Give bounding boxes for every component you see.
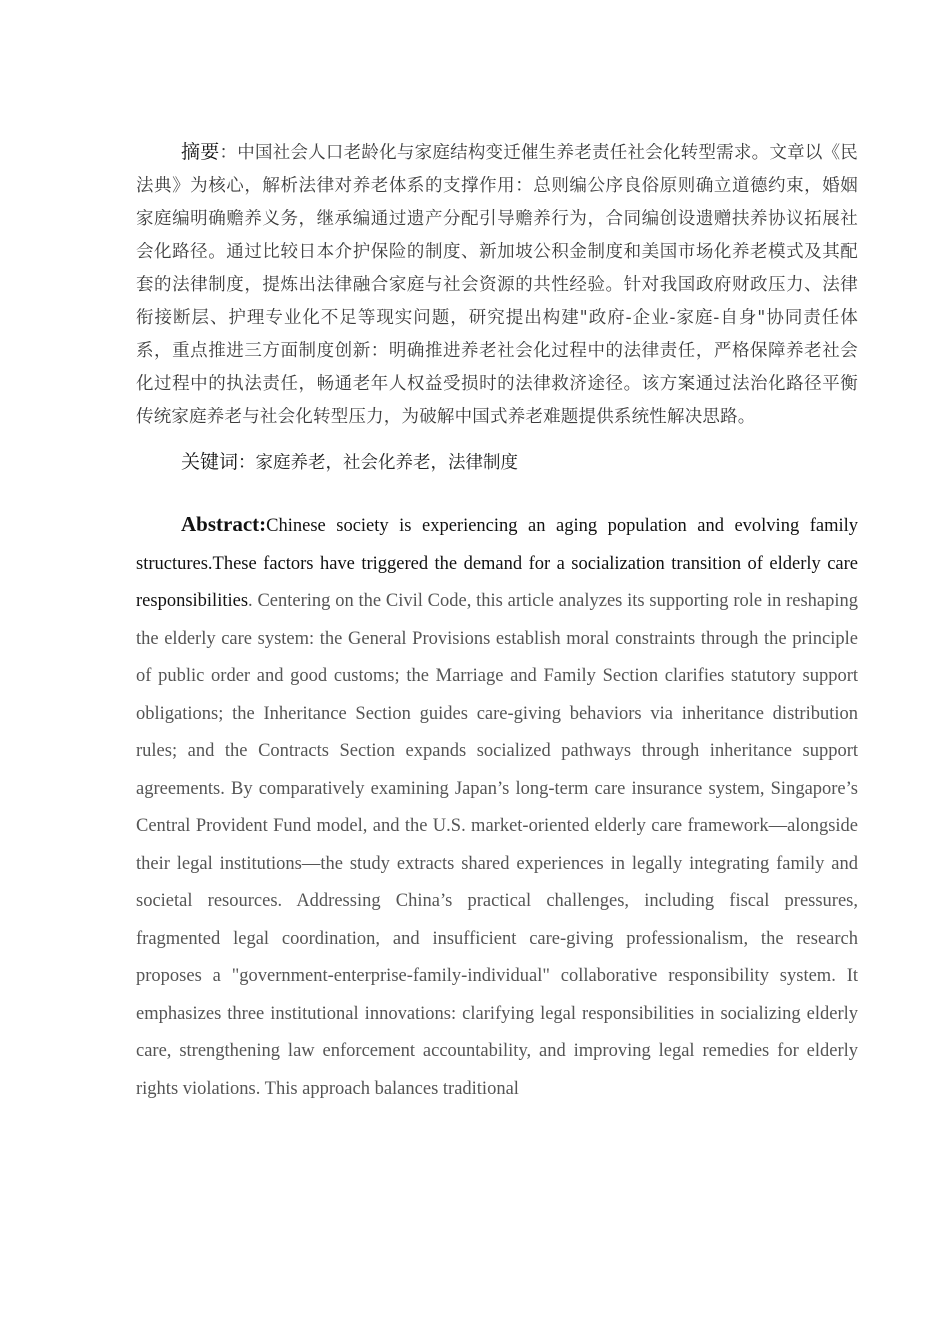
- english-abstract-opening-text: Chinese society is experiencing an aging population and evolving family structures.These factors have triggered the demand for a socialization transition of elderly care responsibilities: [136, 516, 858, 611]
- chinese-keywords-text: 家庭养老，社会化养老，法律制度: [255, 453, 519, 473]
- english-abstract-label: Abstract:: [181, 512, 267, 536]
- english-abstract-paragraph: [136, 506, 858, 1108]
- chinese-keywords-colon: ：: [238, 453, 256, 473]
- document-page: [136, 136, 858, 1108]
- chinese-abstract-label: 摘要: [181, 141, 220, 163]
- chinese-abstract-text: 中国社会人口老龄化与家庭结构变迁催生养老责任社会化转型需求。文章以《民法典》为核心，解析法律对养老体系的支撑作用：总则编公序良俗原则确立道德约束，婚姻家庭编明确赡养义务，继承编通过遗产分配引导赡养行为，合同编创设遗赠扶养协议拓展社会化路径。通过比较日本介护保险的制度、新加坡公积金制度和美国市场化养老模式及其配套的法律制度，提炼出法律融合家庭与社会资源的共性经验。针对我国政府财政压力、法律衔接断层、护理专业化不足等现实问题，研究提出构建"政府-企业-家庭-自身"协同责任体系，重点推进三方面制度创新：明确推进养老社会化过程中的法律责任，严格保障养老社会化过程中的执法责任，畅通老年人权益受损时的法律救济途径。该方案通过法治化路径平衡传统家庭养老与社会化转型压力，为破解中国式养老难题提供系统性解决思路。: [136, 143, 859, 427]
- chinese-abstract-colon: ：: [219, 143, 238, 163]
- chinese-abstract-paragraph: [136, 136, 858, 434]
- chinese-keywords-paragraph: [136, 446, 858, 480]
- chinese-keywords-label: 关键词: [181, 451, 239, 473]
- english-abstract-body-text: . Centering on the Civil Code, this article analyzes its supporting role in reshaping the elderly care system: the General Provisions establish moral constraints through the principle of public order and good customs; the Marriage and Family Section clarifies statutory support obligations; the Inheritance Section guides care-giving behaviors via inheritance distribution rules; and the Contracts Section expands socialized pathways through inheritance support agreements. By comparatively examining Japan’s long-term care insurance system, Singapore’s Central Provident Fund model, and the U.S. market-oriented elderly care framework—alongside their legal institutions—the study extracts shared experiences in legally integrating family and societal resources. Addressing China’s practical challenges, including fiscal pressures, fragmented legal coordination, and insufficient care-giving professionalism, the research proposes a "government-enterprise-family-individual" collaborative responsibility system. It emphasizes three institutional innovations: clarifying legal responsibilities in socializing elderly care, strengthening law enforcement accountability, and improving legal remedies for elderly rights violations. This approach balances traditional: [136, 591, 858, 1099]
